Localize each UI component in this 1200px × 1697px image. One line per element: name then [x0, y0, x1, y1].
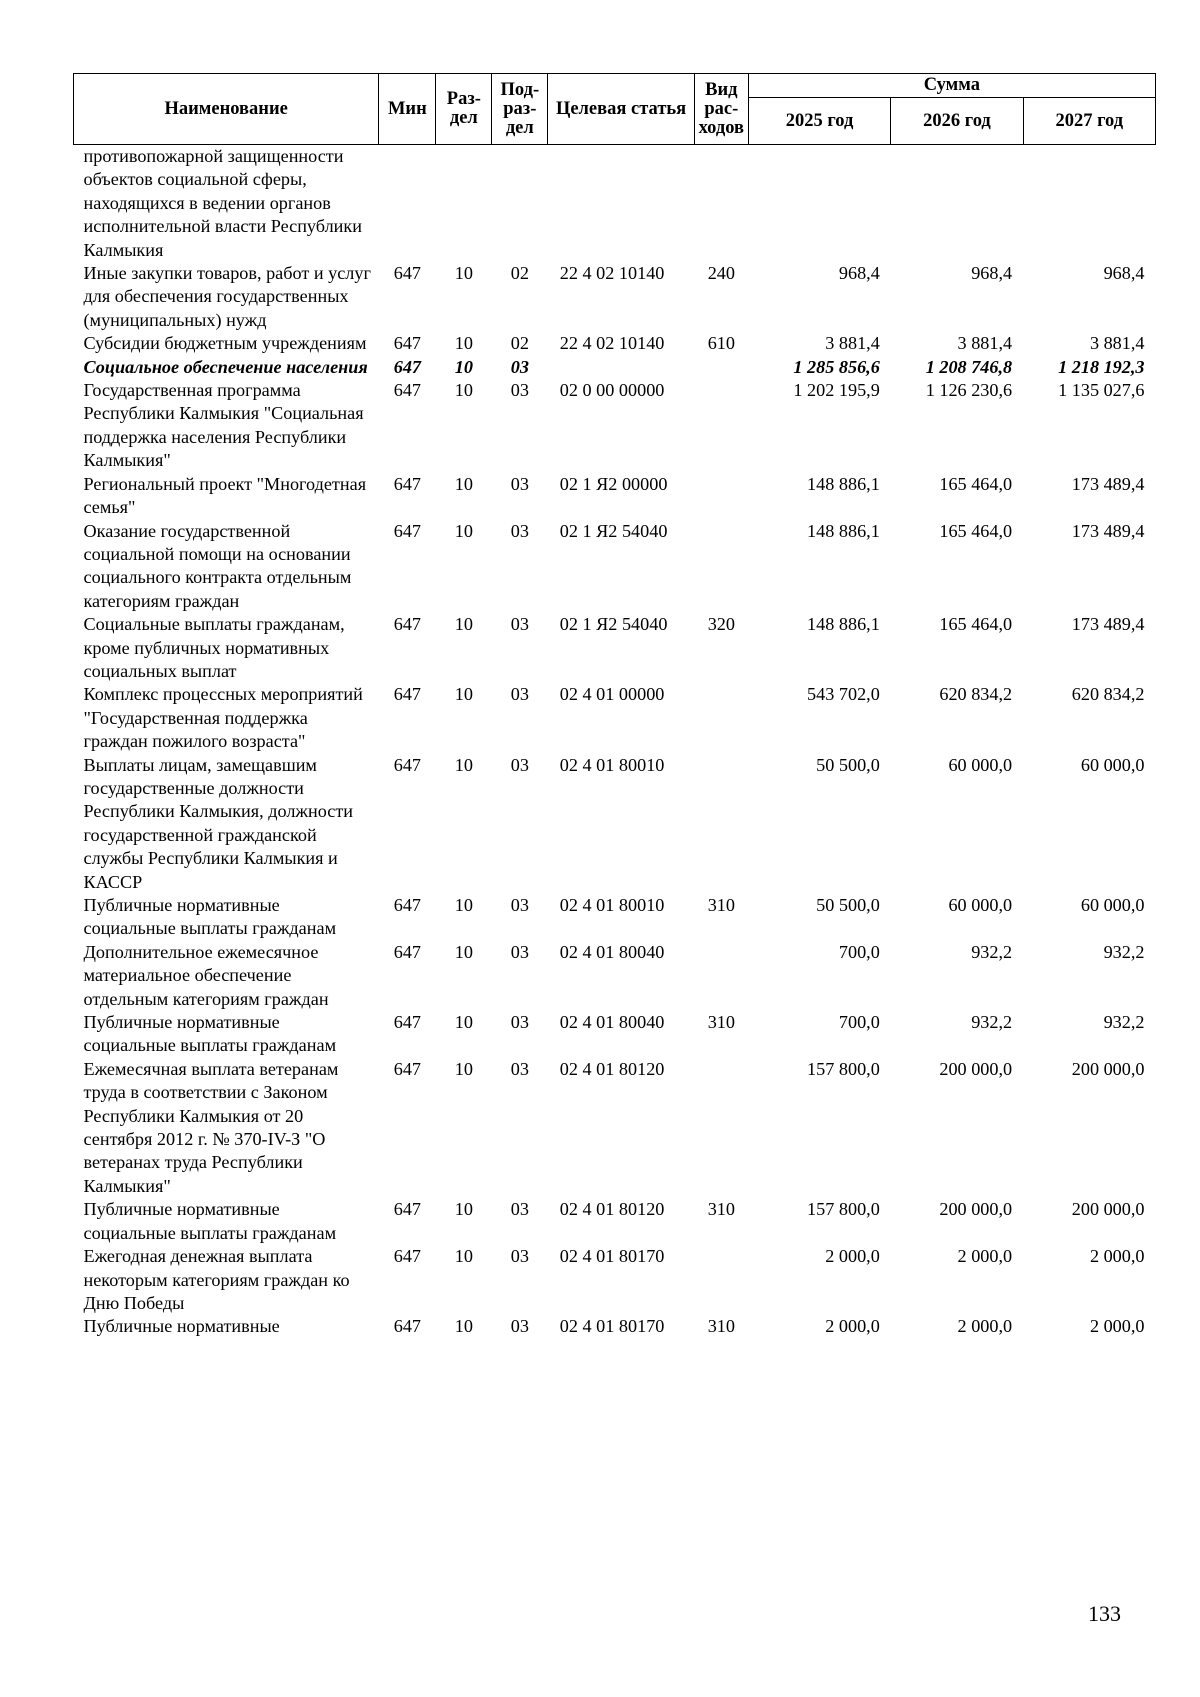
row-name: Комплекс процессных мероприятий "Государственная поддержка граждан пожилого возраста" [83, 684, 363, 752]
row-podrazdel: 03 [510, 1199, 529, 1220]
row-celevaya [548, 145, 695, 263]
row-celevaya: 02 0 00 00000 [559, 380, 665, 401]
row-sum-2025: 157 800,0 [807, 1199, 880, 1220]
row-sum-2025: 148 886,1 [807, 473, 880, 494]
row-name: Ежемесячная выплата ветеранам труда в соответствии с Законом Республики Калмыкия от 20 сентября 2012 г. № 370-IV-З "О ветеранах труда Республики Калмыкия" [83, 1058, 339, 1196]
table-row [74, 356, 1156, 379]
row-sum-2026: 2 000,0 [957, 1316, 1013, 1337]
row-sum-2025: 2 000,0 [825, 1246, 880, 1267]
row-vid: 310 [707, 1012, 735, 1033]
table-row [74, 683, 1156, 753]
row-celevaya: 02 4 01 80010 [559, 754, 665, 775]
header-vid: Вид рас-ходов [694, 74, 748, 145]
row-name: Оказание государственной социальной помощи на основании социального контракта отдельным категориям граждан [83, 520, 352, 611]
row-podrazdel: 03 [510, 941, 529, 962]
row-celevaya: 02 4 01 80120 [559, 1199, 665, 1220]
row-sum-2027: 2 000,0 [1089, 1246, 1145, 1267]
header-year-2027: 2027 год [1023, 98, 1155, 145]
header-podrazdel: Под-раз-дел [492, 74, 548, 145]
row-min: 647 [393, 614, 421, 635]
row-sum-2025: 968,4 [838, 263, 880, 284]
row-celevaya: 02 4 01 80040 [559, 1012, 665, 1033]
row-sum-2025: 50 500,0 [816, 895, 880, 915]
row-podrazdel: 03 [510, 356, 529, 377]
row-min: 647 [393, 754, 421, 775]
row-name: противопожарной защищенности объектов социальной сферы, находящихся в ведении органов исполнительной власти Республики Калмыкия [83, 146, 362, 260]
table-row [74, 262, 1156, 332]
row-vid: 310 [707, 895, 735, 915]
row-razdel: 10 [454, 1012, 473, 1033]
table-row [74, 473, 1156, 520]
row-podrazdel: 03 [510, 380, 529, 401]
row-vid [694, 941, 748, 1011]
row-celevaya: 02 4 01 80040 [559, 941, 665, 962]
row-sum-2025: 148 886,1 [807, 614, 880, 635]
row-min [379, 145, 436, 263]
row-name: Публичные нормативные [83, 1316, 280, 1337]
row-podrazdel: 03 [510, 1012, 529, 1033]
row-razdel: 10 [454, 333, 473, 354]
row-sum-2025: 700,0 [838, 1012, 880, 1033]
row-podrazdel: 02 [510, 333, 529, 354]
row-vid [694, 1058, 748, 1198]
row-vid [694, 473, 748, 520]
row-razdel: 10 [454, 941, 473, 962]
header-summa: Сумма [748, 74, 1155, 98]
row-min: 647 [393, 941, 421, 962]
table-row [74, 1245, 1156, 1315]
row-vid [694, 145, 748, 263]
row-sum-2026: 1 208 746,8 [925, 356, 1013, 377]
table-row [74, 1198, 1156, 1245]
row-celevaya: 22 4 02 10140 [559, 263, 665, 284]
row-name: Выплаты лицам, замещавшим государственные должности Республики Калмыкия, должности государственной гражданской службы Республики Калмыкия и КАССР [83, 754, 354, 892]
row-celevaya: 22 4 02 10140 [559, 333, 665, 354]
row-sum-2027: 60 000,0 [1080, 754, 1145, 775]
row-sum-2025: 3 881,4 [825, 333, 880, 354]
row-name: Региональный проект "Многодетная семья" [83, 473, 367, 518]
row-sum-2025: 700,0 [838, 941, 880, 962]
row-min: 647 [393, 895, 421, 915]
row-vid [694, 520, 748, 614]
table-row [74, 1011, 1156, 1058]
row-vid [694, 1245, 748, 1315]
row-sum-2025 [748, 145, 891, 263]
row-min: 647 [393, 684, 421, 705]
row-sum-2027: 200 000,0 [1071, 1199, 1145, 1220]
row-podrazdel: 03 [510, 1058, 529, 1079]
row-min: 647 [393, 1058, 421, 1079]
row-podrazdel: 03 [510, 754, 529, 775]
row-name: Дополнительное ежемесячное материальное обеспечение отдельным категориям граждан [83, 941, 329, 1009]
row-podrazdel: 03 [510, 1316, 529, 1337]
row-sum-2026: 60 000,0 [948, 754, 1013, 775]
row-razdel: 10 [454, 1246, 473, 1267]
row-min: 647 [393, 263, 421, 284]
row-sum-2026 [891, 145, 1023, 263]
row-razdel: 10 [454, 1199, 473, 1220]
row-name: Государственная программа Республики Калмыкия "Социальная поддержка населения Республики Калмыкия" [83, 380, 364, 471]
table-row [74, 520, 1156, 614]
row-razdel: 10 [454, 520, 473, 541]
row-sum-2026: 60 000,0 [948, 895, 1013, 915]
row-sum-2027: 1 135 027,6 [1058, 380, 1145, 401]
header-year-2026: 2026 год [891, 98, 1023, 145]
row-razdel: 10 [454, 1058, 473, 1079]
row-razdel: 10 [454, 356, 473, 377]
row-razdel: 10 [454, 1316, 473, 1337]
table-row [74, 145, 1156, 263]
row-sum-2027: 932,2 [1103, 941, 1145, 962]
row-podrazdel [492, 145, 548, 263]
row-min: 647 [393, 333, 421, 354]
row-podrazdel: 03 [510, 473, 529, 494]
header-name: Наименование [74, 74, 379, 145]
row-podrazdel: 03 [510, 614, 529, 635]
row-razdel: 10 [454, 473, 473, 494]
row-sum-2025: 1 202 195,9 [793, 380, 880, 401]
row-name: Ежегодная денежная выплата некоторым категориям граждан ко Дню Победы [83, 1246, 350, 1313]
table-row [74, 613, 1156, 683]
row-podrazdel: 02 [510, 263, 529, 284]
row-sum-2027: 200 000,0 [1071, 1058, 1145, 1079]
row-podrazdel: 03 [510, 895, 529, 915]
row-celevaya: 02 4 01 80120 [559, 1058, 665, 1079]
row-min: 647 [393, 1246, 421, 1267]
table-row [74, 379, 1156, 473]
row-vid: 310 [707, 1316, 735, 1337]
row-celevaya: 02 4 01 80010 [559, 895, 665, 915]
row-sum-2027: 620 834,2 [1071, 684, 1145, 705]
row-sum-2027 [1023, 145, 1155, 263]
row-min: 647 [393, 1012, 421, 1033]
row-razdel: 10 [454, 684, 473, 705]
row-min: 647 [393, 520, 421, 541]
row-sum-2027: 173 489,4 [1071, 520, 1145, 541]
row-razdel: 10 [454, 895, 473, 915]
row-name: Социальные выплаты гражданам, кроме публичных нормативных социальных выплат [83, 614, 345, 681]
row-min: 647 [393, 473, 421, 494]
row-razdel [436, 145, 492, 263]
row-sum-2025: 50 500,0 [816, 754, 880, 775]
row-min: 647 [393, 356, 421, 377]
row-podrazdel: 03 [510, 1246, 529, 1267]
row-celevaya: 02 1 Я2 00000 [559, 473, 668, 494]
table-row [74, 1315, 1156, 1338]
row-min: 647 [393, 380, 421, 401]
row-celevaya: 02 1 Я2 54040 [559, 520, 668, 541]
row-celevaya: 02 4 01 00000 [559, 684, 665, 705]
row-celevaya [548, 356, 695, 379]
table-row [74, 894, 1156, 941]
header-min: Мин [379, 74, 436, 145]
row-podrazdel: 03 [510, 520, 529, 541]
row-sum-2027: 173 489,4 [1071, 614, 1145, 635]
row-sum-2027: 3 881,4 [1089, 333, 1145, 354]
row-sum-2026: 968,4 [971, 263, 1013, 284]
row-celevaya: 02 4 01 80170 [559, 1316, 665, 1337]
row-sum-2026: 165 464,0 [939, 520, 1013, 541]
row-sum-2027: 60 000,0 [1080, 895, 1145, 915]
row-sum-2026: 620 834,2 [939, 684, 1013, 705]
row-vid [694, 683, 748, 753]
row-celevaya: 02 1 Я2 54040 [559, 614, 668, 635]
row-name: Публичные нормативные социальные выплаты гражданам [83, 1012, 337, 1056]
row-vid: 320 [707, 614, 735, 635]
row-sum-2026: 2 000,0 [957, 1246, 1013, 1267]
table-row [74, 941, 1156, 1011]
row-razdel: 10 [454, 263, 473, 284]
row-razdel: 10 [454, 380, 473, 401]
row-vid: 240 [707, 263, 735, 284]
header-razdel: Раз-дел [436, 74, 492, 145]
row-sum-2026: 932,2 [971, 941, 1013, 962]
row-name: Социальное обеспечение населения [83, 356, 368, 377]
row-sum-2026: 200 000,0 [939, 1058, 1013, 1079]
row-name: Иные закупки товаров, работ и услуг для обеспечения государственных (муниципальных) нужд [83, 263, 371, 330]
header-year-2025: 2025 год [748, 98, 891, 145]
row-name: Публичные нормативные социальные выплаты гражданам [83, 895, 337, 939]
row-podrazdel: 03 [510, 684, 529, 705]
page-number: 133 [1088, 1601, 1121, 1626]
row-name: Субсидии бюджетным учреждениям [83, 333, 367, 354]
row-min: 647 [393, 1316, 421, 1337]
table-body [74, 145, 1156, 1339]
row-sum-2025: 1 285 856,6 [793, 356, 880, 377]
row-vid: 610 [707, 333, 735, 354]
budget-table [73, 73, 1156, 1339]
row-razdel: 10 [454, 754, 473, 775]
row-name: Публичные нормативные социальные выплаты гражданам [83, 1199, 337, 1243]
row-sum-2025: 543 702,0 [807, 684, 880, 705]
row-sum-2027: 2 000,0 [1089, 1316, 1145, 1337]
row-vid [694, 754, 748, 894]
table-row [74, 332, 1156, 355]
row-vid [694, 379, 748, 473]
row-sum-2027: 932,2 [1103, 1012, 1145, 1033]
row-sum-2026: 3 881,4 [957, 333, 1013, 354]
row-razdel: 10 [454, 614, 473, 635]
row-sum-2027: 173 489,4 [1071, 473, 1145, 494]
row-sum-2025: 148 886,1 [807, 520, 880, 541]
row-sum-2025: 2 000,0 [825, 1316, 880, 1337]
row-sum-2026: 165 464,0 [939, 614, 1013, 635]
row-sum-2026: 932,2 [971, 1012, 1013, 1033]
row-min: 647 [393, 1199, 421, 1220]
row-celevaya: 02 4 01 80170 [559, 1246, 665, 1267]
row-sum-2027: 1 218 192,3 [1058, 356, 1145, 377]
row-sum-2027: 968,4 [1103, 263, 1145, 284]
header-celevaya: Целевая статья [548, 74, 695, 145]
row-sum-2025: 157 800,0 [807, 1058, 880, 1079]
row-sum-2026: 200 000,0 [939, 1199, 1013, 1220]
table-row [74, 754, 1156, 894]
table-row [74, 1058, 1156, 1198]
table-header [74, 74, 1156, 145]
row-sum-2026: 1 126 230,6 [925, 380, 1013, 401]
row-sum-2026: 165 464,0 [939, 473, 1013, 494]
row-vid: 310 [707, 1199, 735, 1220]
row-vid [694, 356, 748, 379]
